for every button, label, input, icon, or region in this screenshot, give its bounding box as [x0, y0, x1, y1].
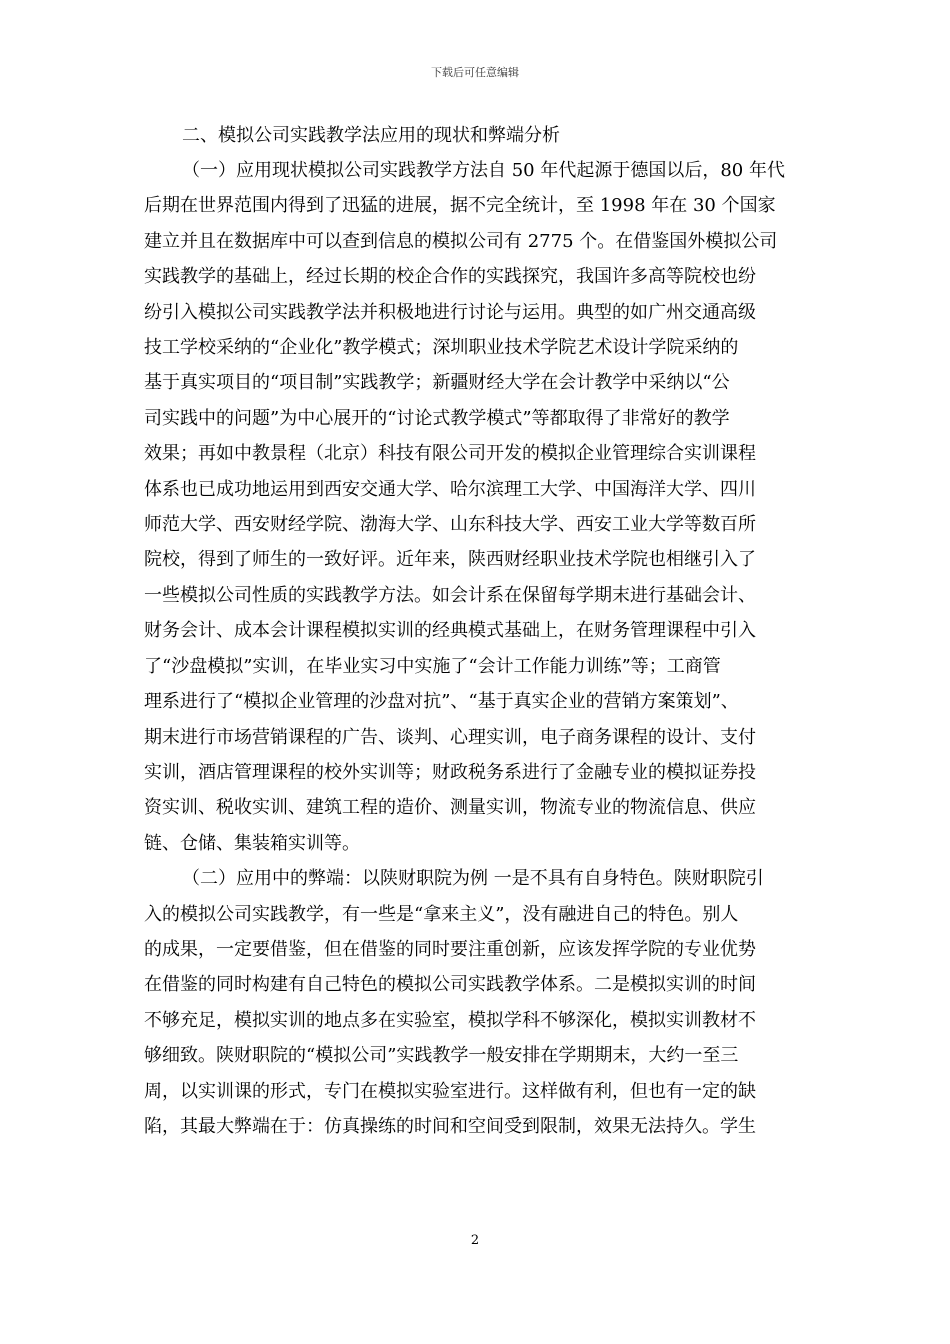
- text-line: 建立并且在数据库中可以查到信息的模拟公司有 2775 个。在借鉴国外模拟公司: [144, 230, 778, 252]
- document-body: [144, 118, 809, 1144]
- text-line: 实践教学的基础上，经过长期的校企合作的实践探究，我国许多高等院校也纷: [144, 266, 756, 288]
- text-line: 体系也已成功地运用到西安交通大学、哈尔滨理工大学、中国海洋大学、四川: [144, 478, 756, 500]
- text-line: 院校，得到了师生的一致好评。近年来，陕西财经职业技术学院也相继引入了: [144, 549, 756, 571]
- text-line: 入的模拟公司实践教学，有一些是“拿来主义”，没有融进自己的特色。别人: [144, 903, 739, 925]
- text-line: 在借鉴的同时构建有自己特色的模拟公司实践教学体系。二是模拟实训的时间: [144, 974, 756, 996]
- text-line: 周，以实训课的形式，专门在模拟实验室进行。这样做有利，但也有一定的缺: [144, 1080, 756, 1102]
- text-line: 师范大学、西安财经学院、渤海大学、山东科技大学、西安工业大学等数百所: [144, 514, 756, 536]
- paragraph-drawbacks: [144, 861, 809, 1144]
- text-line: 基于真实项目的“项目制”实践教学；新疆财经大学在会计教学中采纳以“公: [144, 372, 730, 394]
- text-line: 理系进行了“模拟企业管理的沙盘对抗”、“基于真实企业的营销方案策划”、: [144, 691, 739, 713]
- paragraph-current-status: [144, 153, 809, 861]
- text-line: 陷，其最大弊端在于：仿真操练的时间和空间受到限制，效果无法持久。学生: [144, 1115, 756, 1137]
- text-line: 的成果，一定要借鉴，但在借鉴的同时要注重创新，应该发挥学院的专业优势: [144, 938, 756, 960]
- text-line: 财务会计、成本会计课程模拟实训的经典模式基础上，在财务管理课程中引入: [144, 620, 756, 642]
- text-line: 链、仓储、集装箱实训等。: [144, 832, 360, 854]
- text-line: 后期在世界范围内得到了迅猛的进展，据不完全统计，至 1998 年在 30 个国家: [144, 195, 776, 217]
- text-line: 期末进行市场营销课程的广告、谈判、心理实训，电子商务课程的设计、支付: [144, 726, 756, 748]
- page-number: 2: [470, 1233, 480, 1248]
- text-line: 资实训、税收实训、建筑工程的造价、测量实训，物流专业的物流信息、供应: [144, 797, 756, 819]
- text-line: 一些模拟公司性质的实践教学方法。如会计系在保留每学期末进行基础会计、: [144, 584, 756, 606]
- text-line: 不够充足，模拟实训的地点多在实验室，模拟学科不够深化，模拟实训教材不: [144, 1009, 756, 1031]
- text-line: （二）应用中的弊端：以陕财职院为例 一是不具有自身特色。陕财职院引: [182, 868, 764, 890]
- text-line: 纷引入模拟公司实践教学法并积极地进行讨论与运用。典型的如广州交通高级: [144, 301, 756, 323]
- text-line: 技工学校采纳的“企业化”教学模式；深圳职业技术学院艺术设计学院采纳的: [144, 337, 739, 359]
- text-line: 司实践中的问题”为中心展开的“讨论式教学模式”等都取得了非常好的教学: [144, 407, 730, 429]
- text-line: 实训，酒店管理课程的校外实训等；财政税务系进行了金融专业的模拟证券投: [144, 761, 756, 783]
- text-line: 效果；再如中教景程（北京）科技有限公司开发的模拟企业管理综合实训课程: [144, 443, 756, 465]
- text-line: （一）应用现状模拟公司实践教学方法自 50 年代起源于德国以后，80 年代: [182, 160, 785, 181]
- section-heading: 二、模拟公司实践教学法应用的现状和弊端分析: [182, 125, 560, 146]
- page-header: 下载后可任意编辑: [431, 66, 519, 79]
- text-line: 了“沙盘模拟”实训，在毕业实习中实施了“会计工作能力训练”等；工商管: [144, 655, 721, 677]
- text-line: 够细致。陕财职院的“模拟公司”实践教学一般安排在学期期末，大约一至三: [144, 1045, 739, 1067]
